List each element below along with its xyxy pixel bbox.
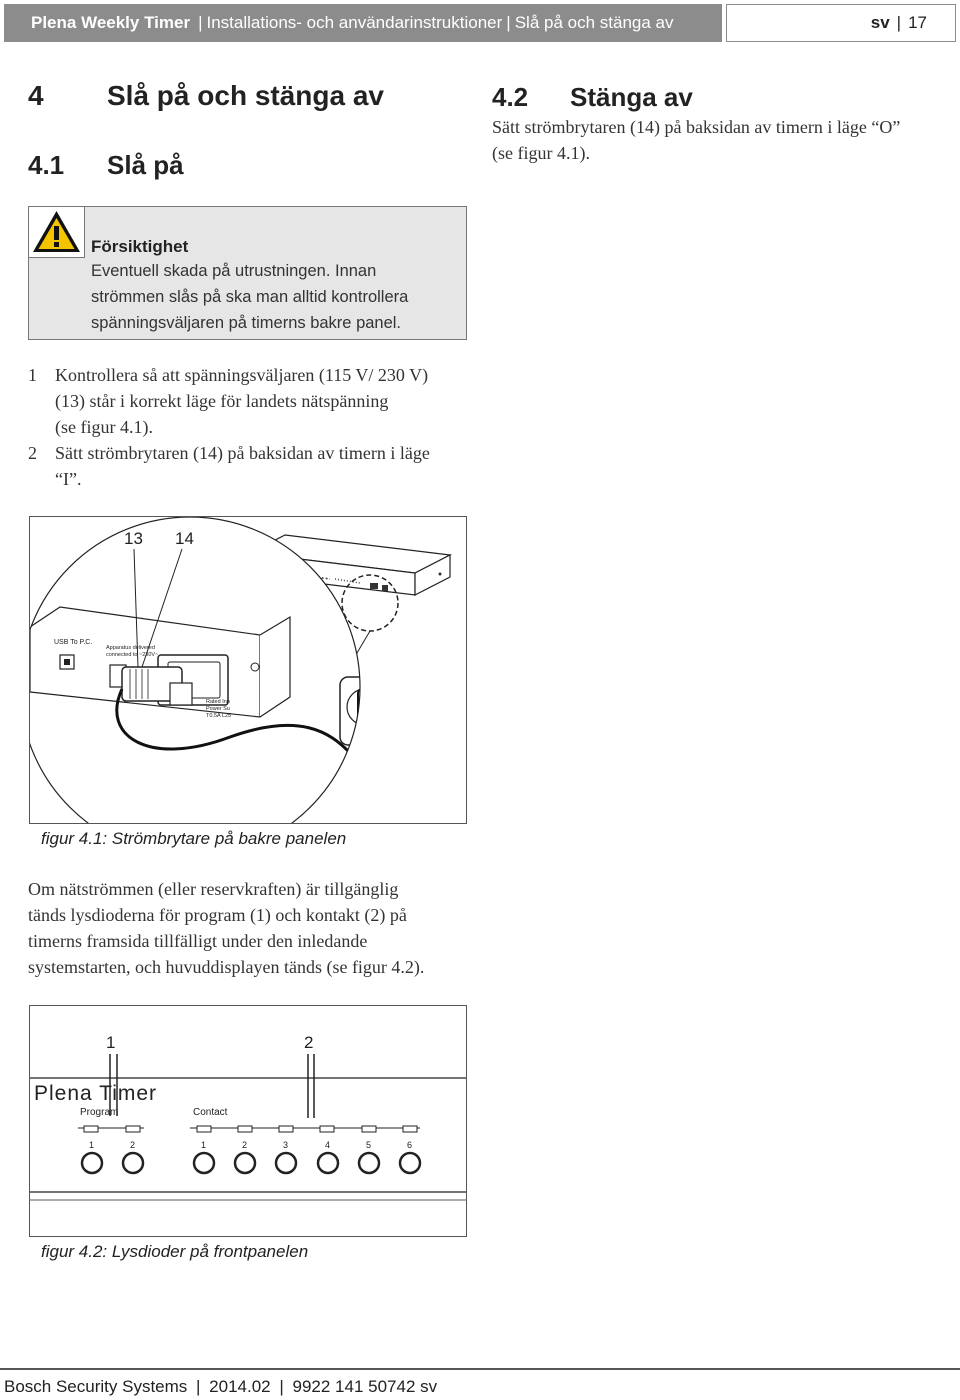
contact-led-number: 6 <box>407 1140 413 1150</box>
step-line: (13) står i korrekt läge för landets nätspänning <box>55 391 389 411</box>
page-footer <box>4 1377 437 1397</box>
apparatus-label <box>106 645 158 659</box>
header-section: Slå på och stänga av <box>514 13 674 32</box>
header-separator: | <box>198 13 203 32</box>
figure-caption: figur 4.2: Lysdioder på frontpanelen <box>41 1242 309 1261</box>
rated-line: Rated Inp <box>206 699 230 705</box>
caution-line: Eventuell skada på utrustningen. Innan <box>91 262 377 280</box>
section-title: Stänga av <box>570 82 693 112</box>
figure-caption: figur 4.1: Strömbrytare på bakre panelen <box>41 829 347 848</box>
caution-text <box>91 258 408 336</box>
running-header <box>4 4 722 42</box>
contact-label: Contact <box>193 1107 228 1118</box>
step-line: (se figur 4.1). <box>55 417 153 437</box>
contact-led-number: 4 <box>325 1140 331 1150</box>
paragraph-line: Om nätströmmen (eller reservkraften) är tillgänglig <box>28 879 399 899</box>
figure-rear-panel <box>29 516 467 824</box>
apparatus-line: Apparatus delivered <box>106 645 155 651</box>
page-number-box <box>726 4 956 42</box>
body-paragraph <box>28 876 424 980</box>
step-number: 1 <box>28 365 37 385</box>
chapter-number: 4 <box>28 80 44 111</box>
program-led-number: 2 <box>130 1140 136 1150</box>
caution-line: strömmen slås på ska man alltid kontrollera <box>91 288 409 306</box>
apparatus-line: connected to ~230V~ <box>106 652 159 658</box>
footer-separator: | <box>279 1377 284 1396</box>
step-number: 2 <box>28 443 37 463</box>
section-body <box>492 114 900 166</box>
front-buttons <box>82 1153 420 1173</box>
header-separator: | <box>506 13 511 32</box>
body-line: (se figur 4.1). <box>492 143 590 163</box>
paragraph-line: tänds lysdioderna för program (1) och kontakt (2) på <box>28 905 407 925</box>
usb-label: USB To P.C. <box>54 639 93 646</box>
header-manual: Installations- och användarinstruktioner <box>206 13 503 32</box>
contact-led-number: 5 <box>366 1140 372 1150</box>
figure-front-panel <box>29 1005 467 1237</box>
step-text <box>55 440 430 492</box>
section-number: 4.2 <box>492 82 529 112</box>
contact-led-number: 1 <box>201 1140 207 1150</box>
caution-line: spänningsväljaren på timerns bakre panel. <box>91 314 402 332</box>
rated-line: Power Su <box>206 706 230 712</box>
callout-1: 1 <box>106 1033 116 1052</box>
header-product: Plena Weekly Timer <box>31 13 191 32</box>
page-number: 17 <box>908 13 927 32</box>
caution-title: Försiktighet <box>91 237 189 256</box>
header-separator: | <box>896 13 902 32</box>
callout-13: 13 <box>124 529 143 548</box>
paragraph-line: timerns framsida tillfälligt under den inledande <box>28 931 368 951</box>
footer-doc-number: 9922 141 50742 <box>292 1377 416 1396</box>
front-panel-illustration <box>30 1006 466 1236</box>
section-title: Slå på <box>107 150 184 180</box>
caution-box <box>28 206 467 340</box>
footer-separator: | <box>196 1377 201 1396</box>
section-number: 4.1 <box>28 150 65 180</box>
program-label: Program <box>80 1107 119 1118</box>
footer-company: Bosch Security Systems <box>4 1377 188 1396</box>
footer-language: sv <box>420 1377 438 1396</box>
body-line: Sätt strömbrytaren (14) på baksidan av timern i läge “O” <box>492 117 901 137</box>
warning-icon <box>29 207 85 258</box>
rear-panel-illustration <box>30 517 466 823</box>
indicator-slots <box>84 1126 417 1132</box>
step-line: “I”. <box>55 469 82 489</box>
paragraph-line: systemstarten, och huvuddisplayen tänds (se figur 4.2). <box>28 957 425 977</box>
rated-line: T0.5A L25 <box>206 713 232 719</box>
program-led-number: 1 <box>89 1140 95 1150</box>
footer-date: 2014.02 <box>209 1377 271 1396</box>
step-text <box>55 362 428 440</box>
rated-label <box>206 699 231 720</box>
header-language: sv <box>870 13 890 32</box>
callout-2: 2 <box>304 1033 314 1052</box>
step-line: Kontrollera så att spänningsväljaren (115 V/ 230 V) <box>55 365 429 385</box>
callout-14: 14 <box>175 529 194 548</box>
step-line: Sätt strömbrytaren (14) på baksidan av timern i läge <box>55 443 430 463</box>
brand-label: Plena Timer <box>34 1082 158 1105</box>
chapter-title: Slå på och stänga av <box>107 80 384 111</box>
footer-rule <box>0 1368 960 1370</box>
contact-led-number: 2 <box>242 1140 248 1150</box>
contact-led-number: 3 <box>283 1140 289 1150</box>
